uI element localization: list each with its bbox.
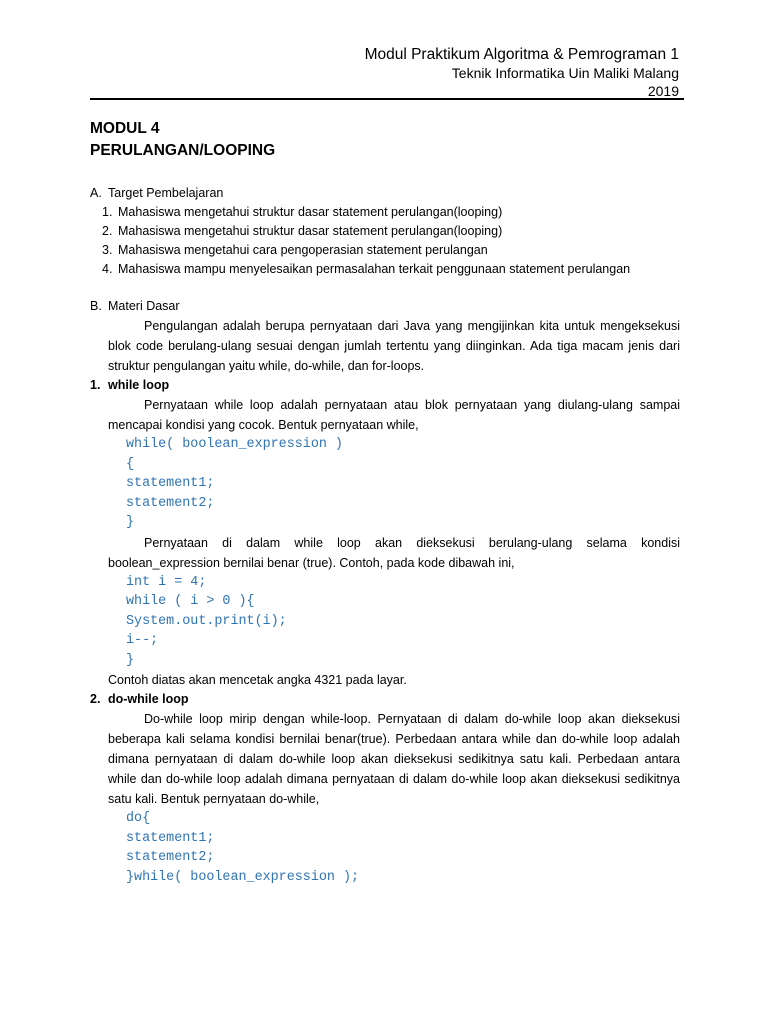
section-b-intro: Pengulangan adalah berupa pernyataan dari Java yang mengijinkan kita untuk mengeksekusi blok code berulang-ulang sesuai dengan jumlah tertentu yang diinginkan. Ada tiga macam jenis dari struktur pengulangan yaitu while, do-while, dan for-loops. bbox=[108, 319, 680, 373]
code-line: do{ bbox=[126, 811, 151, 826]
section-b-title: Materi Dasar bbox=[108, 299, 180, 313]
list-item: 3. Mahasiswa mengetahui cara pengoperasian statement perulangan bbox=[102, 243, 488, 257]
code-line: i--; bbox=[126, 633, 159, 648]
code-line: statement1; bbox=[126, 830, 215, 846]
code-line: System.out.print(i); bbox=[126, 613, 287, 629]
do-while-loop-num: 2. bbox=[90, 692, 101, 706]
module-topic: PERULANGAN/LOOPING bbox=[90, 142, 276, 159]
document-body bbox=[90, 118, 680, 887]
section-a-title: Target Pembelajaran bbox=[108, 186, 224, 200]
code-line: while ( i > 0 ){ bbox=[126, 594, 255, 609]
do-while-syntax-code bbox=[126, 809, 680, 887]
list-item: 4. Mahasiswa mampu menyelesaikan permasalahan terkait penggunaan statement perulangan bbox=[102, 262, 631, 276]
while-loop-num: 1. bbox=[90, 378, 101, 392]
section-b-label: B. bbox=[90, 299, 102, 313]
while-syntax-code bbox=[126, 435, 680, 533]
while-loop-result: Contoh diatas akan mencetak angka 4321 pada layar. bbox=[108, 673, 407, 687]
code-line: statement2; bbox=[126, 850, 215, 865]
module-number: MODUL 4 bbox=[90, 120, 160, 137]
code-line: int i = 4; bbox=[126, 574, 207, 590]
section-b-heading bbox=[90, 297, 680, 316]
section-a-label: A. bbox=[90, 186, 102, 200]
while-loop-title: while loop bbox=[108, 378, 170, 392]
page-header bbox=[365, 46, 679, 100]
learning-targets-list bbox=[102, 203, 680, 279]
code-line: { bbox=[126, 456, 135, 472]
header-divider bbox=[90, 98, 684, 100]
code-line: }while( boolean_expression ); bbox=[126, 869, 360, 885]
list-item: 2. Mahasiswa mengetahui struktur dasar statement perulangan(looping) bbox=[102, 224, 503, 238]
do-while-loop-heading bbox=[90, 690, 680, 709]
while-example-code bbox=[126, 573, 680, 671]
do-while-loop-title: do-while loop bbox=[108, 692, 189, 706]
code-line: } bbox=[126, 515, 135, 530]
header-institution: Teknik Informatika Uin Maliki Malang bbox=[451, 65, 679, 81]
code-line: } bbox=[126, 652, 135, 668]
section-a-heading bbox=[90, 184, 680, 203]
header-title: Modul Praktikum Algoritma & Pemrograman 1 bbox=[364, 46, 679, 63]
code-line: while( boolean_expression ) bbox=[126, 437, 343, 452]
while-loop-description: Pernyataan while loop adalah pernyataan atau blok pernyataan yang diulang-ulang sampai mencapai kondisi yang cocok. Bentuk pernyataan while, bbox=[108, 398, 680, 432]
while-loop-description-2: Pernyataan di dalam while loop akan dieksekusi berulang-ulang selama kondisi boolean_expression bernilai benar (true). Contoh, pada kode dibawah ini, bbox=[108, 535, 680, 570]
while-loop-heading bbox=[90, 376, 680, 395]
header-year: 2019 bbox=[647, 83, 679, 99]
list-item: 1. Mahasiswa mengetahui struktur dasar statement perulangan(looping) bbox=[102, 205, 503, 219]
do-while-loop-description: Do-while loop mirip dengan while-loop. Pernyataan di dalam do-while loop akan dieksekusi beberapa kali selama kondisi bernilai benar(true). Perbedaan antara while dan do-while loop adalah dimana pernyataan di dalam do-while loop akan dieksekusi sedikitnya satu kali. Perbedaan antara while dan do-while loop adalah dimana pernyataan di dalam do-while loop akan dieksekusi sedikitnya satu kali. Bentuk pernyataan do-while, bbox=[108, 712, 680, 806]
code-line: statement2; bbox=[126, 495, 215, 511]
code-line: statement1; bbox=[126, 476, 215, 491]
